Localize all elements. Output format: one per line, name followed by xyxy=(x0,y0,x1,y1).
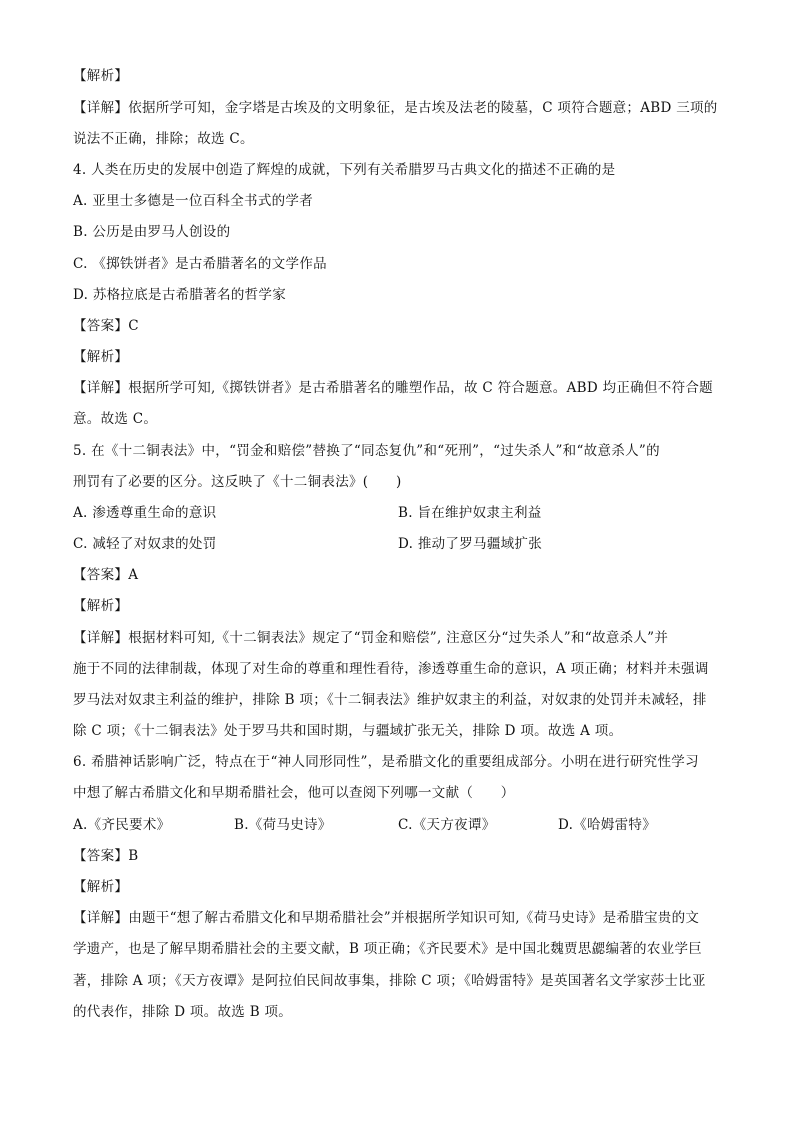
question-6-option-c: C.《天方夜谭》 xyxy=(398,817,496,833)
explanation-line: 【详解】依据所学可知，金字塔是古埃及的文明象征，是古埃及法老的陵墓，C 项符合题意；ABD 三项的 xyxy=(73,100,718,116)
explanation-line: 【详解】由题干“想了解古希腊文化和早期希腊社会”并根据所学知识可知,《荷马史诗》是希腊宝贵的文 xyxy=(73,910,700,926)
analysis-label: 【解析】 xyxy=(73,598,129,614)
explanation-line: 说法不正确，排除；故选 C。 xyxy=(73,131,254,147)
answer-label: 【答案】B xyxy=(73,848,139,864)
question-6-option-b: B.《荷马史诗》 xyxy=(234,817,332,833)
answer-label: 【答案】A xyxy=(73,567,139,583)
question-5-stem: 5. 在《十二铜表法》中，“罚金和赔偿”替换了“同态复仇”和“死刑”，“过失杀人”和“故意杀人”的 xyxy=(73,443,660,459)
question-6-option-d: D.《哈姆雷特》 xyxy=(558,817,657,833)
question-5-option-a: A. 渗透尊重生命的意识 xyxy=(73,505,217,521)
explanation-line: 著，排除 A 项；《天方夜谭》是阿拉伯民间故事集，排除 C 项；《哈姆雷特》是英国著名文学家莎士比亚 xyxy=(73,973,706,989)
question-6-stem: 6. 希腊神话影响广泛，特点在于“神人同形同性”，是希腊文化的重要组成部分。小明在进行研究性学习 xyxy=(73,754,699,770)
explanation-line: 施于不同的法律制裁，体现了对生命的尊重和理性看待，渗透尊重生命的意识，A 项正确；材料并未强调 xyxy=(73,661,709,677)
analysis-label: 【解析】 xyxy=(73,879,129,895)
explanation-line: 【详解】根据材料可知,《十二铜表法》规定了“罚金和赔偿”, 注意区分“过失杀人”和“故意杀人”并 xyxy=(73,630,669,646)
analysis-label: 【解析】 xyxy=(73,349,129,365)
question-4-option-c: C. 《掷铁饼者》是古希腊著名的文学作品 xyxy=(73,256,327,272)
question-6-option-a: A.《齐民要术》 xyxy=(73,817,171,833)
explanation-line: 除 C 项；《十二铜表法》处于罗马共和国时期，与疆域扩张无关，排除 D 项。故选 A 项。 xyxy=(73,723,623,739)
explanation-line: 意。故选 C。 xyxy=(73,411,158,427)
question-5-option-d: D. 推动了罗马疆域扩张 xyxy=(398,536,543,552)
explanation-line: 【详解】根据所学可知,《掷铁饼者》是古希腊著名的雕塑作品，故 C 符合题意。ABD 均正确但不符合题 xyxy=(73,380,713,396)
question-6-stem: 中想了解古希腊文化和早期希腊社会，他可以查阅下列哪一文献（ ） xyxy=(73,785,515,801)
explanation-line: 的代表作，排除 D 项。故选 B 项。 xyxy=(73,1004,293,1020)
explanation-line: 罗马法对奴隶主利益的维护，排除 B 项；《十二铜表法》维护奴隶主的利益，对奴隶的处罚并未减轻，排 xyxy=(73,692,707,708)
question-4-option-d: D. 苏格拉底是古希腊著名的哲学家 xyxy=(73,287,287,303)
question-5-option-c: C. 减轻了对奴隶的处罚 xyxy=(73,536,217,552)
question-4-option-b: B. 公历是由罗马人创设的 xyxy=(73,224,231,240)
question-5-option-b: B. 旨在维护奴隶主利益 xyxy=(398,505,542,521)
question-5-stem: 刑罚有了必要的区分。这反映了《十二铜表法》( ) xyxy=(73,474,402,490)
analysis-label: 【解析】 xyxy=(73,68,129,84)
question-4-stem: 4. 人类在历史的发展中创造了辉煌的成就，下列有关希腊罗马古典文化的描述不正确的是 xyxy=(73,162,616,178)
question-4-option-a: A. 亚里士多德是一位百科全书式的学者 xyxy=(73,193,314,209)
answer-label: 【答案】C xyxy=(73,318,139,334)
explanation-line: 学遗产，也是了解早期希腊社会的主要文献，B 项正确；《齐民要术》是中国北魏贾思勰编著的农业学巨 xyxy=(73,941,703,957)
